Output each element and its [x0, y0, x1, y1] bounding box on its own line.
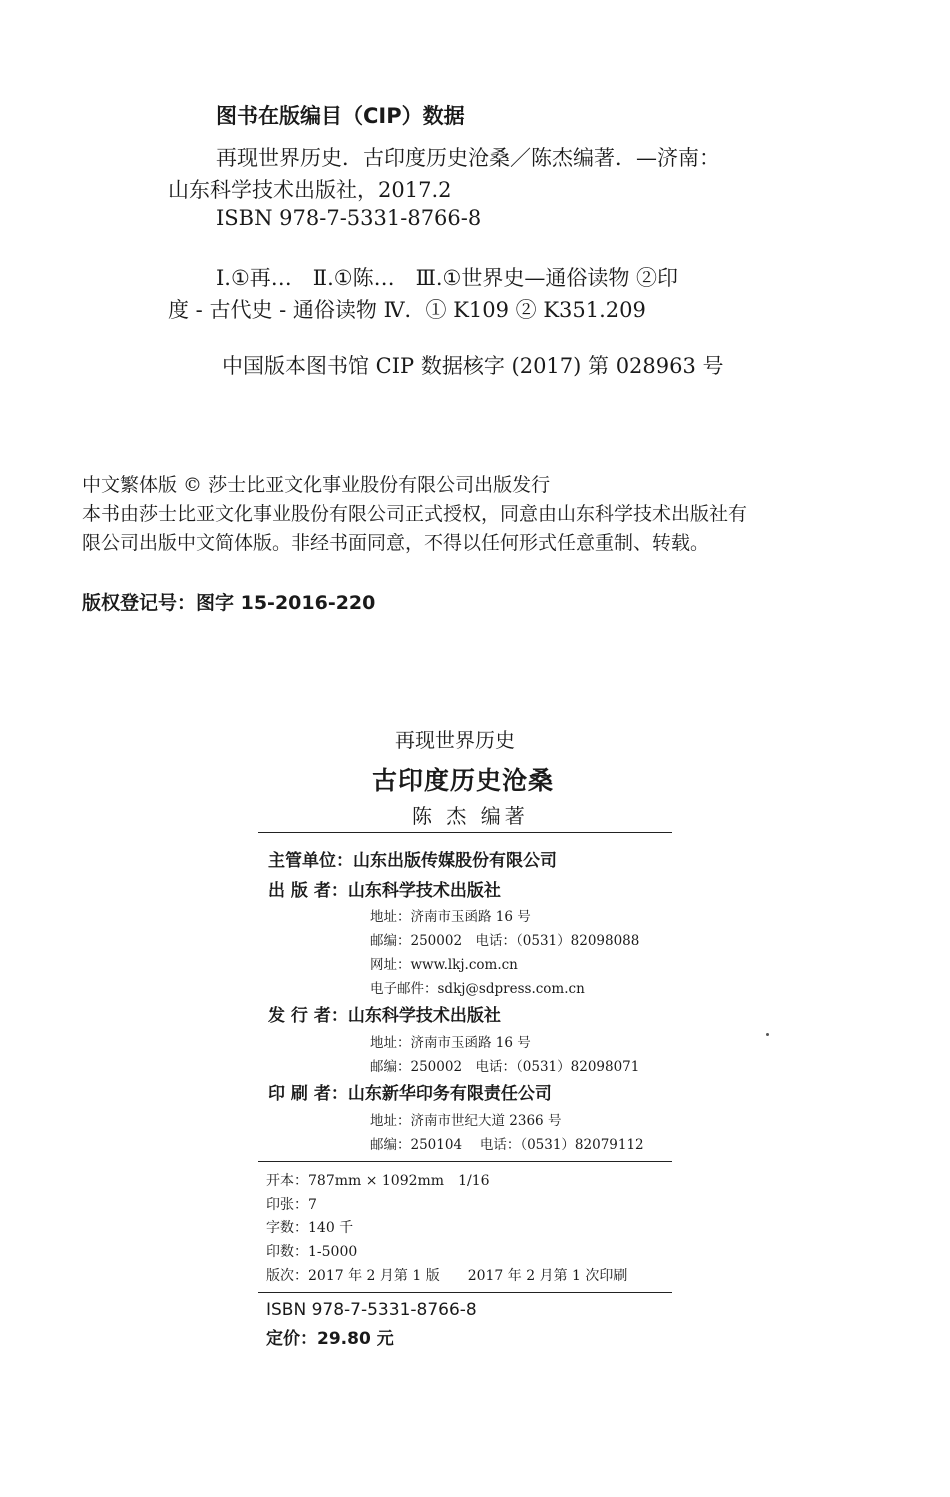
spec-sheets: 印张：7 — [266, 1197, 317, 1213]
book-author: 陈 杰 编著 — [412, 804, 529, 828]
cip-line-2: 山东科学技术出版社，2017.2 — [168, 178, 452, 202]
supervisor-value: 山东出版传媒股份有限公司 — [353, 851, 557, 871]
cip-line-3: ISBN 978-7-5331-8766-8 — [216, 206, 482, 230]
book-title: 古印度历史沧桑 — [372, 766, 555, 795]
publisher-email: 电子邮件：sdkj@sdpress.com.cn — [370, 981, 585, 997]
divider-bottom — [258, 1292, 672, 1293]
book-series: 再现世界历史 — [395, 728, 515, 752]
spec-edition: 版次：2017 年 2 月第 1 版 2017 年 2 月第 1 次印刷 — [266, 1268, 628, 1284]
publisher-row — [268, 876, 501, 901]
divider-middle — [258, 1161, 672, 1162]
cip-line-6: 中国版本图书馆 CIP 数据核字 (2017) 第 028963 号 — [222, 354, 724, 378]
footer-price: 定价：29.80 元 — [266, 1329, 394, 1349]
printer-label: 印 刷 者： — [268, 1084, 348, 1104]
publisher-label: 出 版 者： — [268, 881, 348, 901]
cip-title: 图书在版编目（CIP）数据 — [216, 104, 465, 128]
publisher-website: 网址：www.lkj.com.cn — [370, 957, 518, 973]
printer-address: 地址：济南市世纪大道 2366 号 — [370, 1113, 562, 1129]
footer-isbn: ISBN 978-7-5331-8766-8 — [266, 1300, 477, 1320]
distributor-address: 地址：济南市玉函路 16 号 — [370, 1035, 531, 1051]
publisher-address: 地址：济南市玉函路 16 号 — [370, 909, 531, 925]
spec-format: 开本：787mm × 1092mm 1/16 — [266, 1173, 490, 1189]
printer-row — [268, 1079, 552, 1104]
cip-line-5: 度 - 古代史 - 通俗读物 Ⅳ．① K109 ② K351.209 — [168, 298, 646, 322]
distributor-row — [268, 1001, 501, 1026]
supervisor-row — [268, 846, 557, 871]
publisher-value: 山东科学技术出版社 — [347, 881, 501, 901]
distributor-postal: 邮编：250002 电话：（0531）82098071 — [370, 1059, 640, 1075]
cip-line-1: 再现世界历史．古印度历史沧桑／陈杰编著．—济南： — [216, 146, 720, 170]
distributor-value: 山东科学技术出版社 — [347, 1006, 501, 1026]
cip-line-4: Ⅰ.①再… Ⅱ.①陈… Ⅲ.①世界史—通俗读物 ②印 — [216, 266, 678, 290]
spec-words: 字数：140 千 — [266, 1220, 354, 1236]
notice-line-1: 中文繁体版 © 莎士比亚文化事业股份有限公司出版发行 — [82, 474, 551, 496]
copyright-registration: 版权登记号：图字 15-2016-220 — [82, 592, 376, 614]
printer-value: 山东新华印务有限责任公司 — [347, 1084, 552, 1104]
distributor-label: 发 行 者： — [268, 1006, 348, 1026]
notice-line-2: 本书由莎士比亚文化事业股份有限公司正式授权，同意由山东科学技术出版社有 — [82, 503, 748, 525]
speck-mark — [766, 1033, 769, 1036]
notice-line-3: 限公司出版中文简体版。非经书面同意，不得以任何形式任意重制、转载。 — [82, 532, 710, 554]
spec-copies: 印数：1-5000 — [266, 1244, 358, 1260]
publisher-postal: 邮编：250002 电话：（0531）82098088 — [370, 933, 640, 949]
supervisor-label: 主管单位： — [268, 851, 353, 871]
divider-top — [258, 832, 672, 833]
printer-postal: 邮编：250104 电话：（0531）82079112 — [370, 1137, 644, 1153]
